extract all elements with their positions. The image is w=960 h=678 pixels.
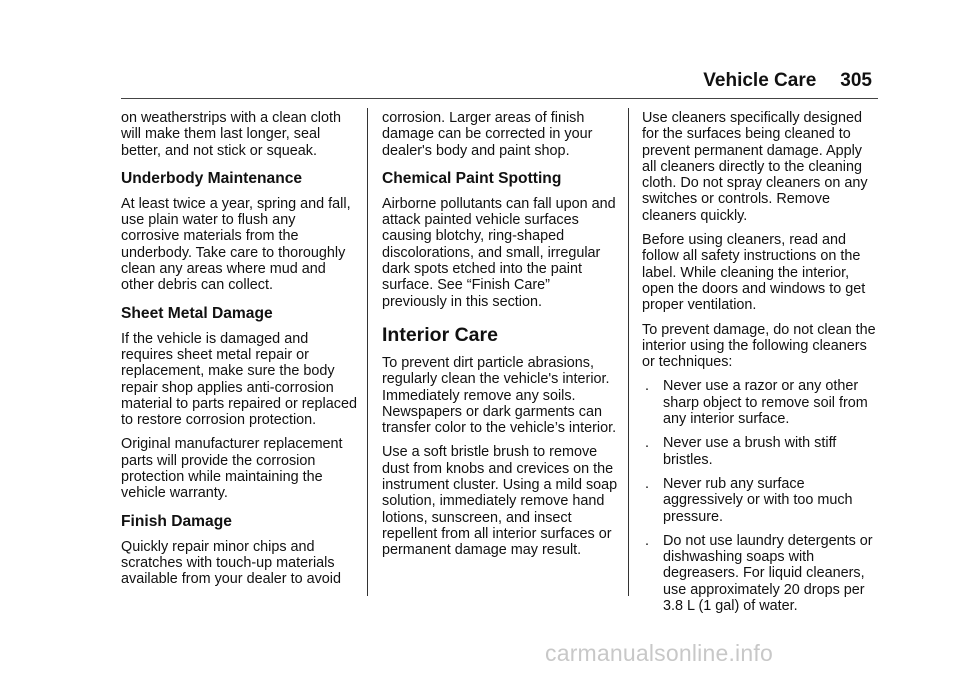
column-1 — [121, 110, 357, 596]
column-divider — [628, 108, 629, 596]
bullet-icon: . — [645, 532, 649, 549]
paragraph-sheet-metal-2: Original manufacturer replacement parts will provide the corrosion protection while maintaining the vehicle warranty. — [121, 436, 343, 502]
list-item-text: Never use a razor or any other sharp object to remove soil from any interior surface. — [663, 378, 868, 428]
bullet-icon: . — [645, 435, 649, 452]
heading-underbody-maintenance: Underbody Maintenance — [121, 169, 303, 187]
column-2 — [382, 110, 618, 567]
paragraph-sheet-metal-1: If the vehicle is damaged and requires sheet metal repair or replacement, make sure the body repair shop applies anti-corrosion material to parts repaired or replaced to restore corrosion protection. — [121, 330, 357, 429]
paragraph-interior-2: Use a soft bristle brush to remove dust from knobs and crevices on the instrument cluster. Using a mild soap solution, immediately remove hand lotions, sunscreen, and insect repellent from all interior surfaces or permanent damage may result. — [382, 444, 618, 559]
watermark: carmanualsonline.info — [545, 640, 773, 666]
heading-finish-damage: Finish Damage — [121, 512, 232, 530]
list-item — [642, 435, 878, 468]
column-3 — [642, 110, 878, 622]
bullet-icon: . — [645, 475, 649, 492]
heading-chemical-paint-spotting: Chemical Paint Spotting — [382, 169, 562, 187]
list-item-text: Do not use laundry detergents or dishwashing soaps with degreasers. For liquid cleaners, use approximately 20 drops per 3.8 L (1 gal) of water. — [663, 532, 873, 615]
paragraph-continuation: corrosion. Larger areas of finish damage can be corrected in your dealer's body and paint shop. — [382, 110, 593, 159]
paragraph-underbody: At least twice a year, spring and fall, use plain water to flush any corrosive materials from the underbody. Take care to thoroughly clean any areas where mud and other debris can collect. — [121, 195, 351, 294]
bullet-list — [642, 378, 878, 614]
section-title: Vehicle Care — [703, 70, 817, 91]
paragraph-interior-1: To prevent dirt particle abrasions, regularly clean the vehicle's interior. Immediately remove any soils. Newspapers or dark garments can transfer color to the vehicle’s interior. — [382, 354, 617, 437]
list-item — [642, 476, 878, 525]
heading-sheet-metal-damage: Sheet Metal Damage — [121, 304, 273, 322]
paragraph-prevent-damage: To prevent damage, do not clean the interior using the following cleaners or techniques: — [642, 321, 876, 371]
paragraph-continuation: on weatherstrips with a clean cloth will make them last longer, seal better, and not stick or squeak. — [121, 110, 341, 159]
list-item-text: Never use a brush with stiff bristles. — [663, 435, 837, 468]
heading-interior-care: Interior Care — [382, 323, 498, 346]
list-item — [642, 533, 878, 614]
bullet-icon: . — [645, 378, 649, 395]
list-item-text: Never rub any surface aggressively or with too much pressure. — [663, 475, 853, 525]
list-item — [642, 378, 878, 427]
paragraph-chemical: Airborne pollutants can fall upon and attack painted vehicle surfaces causing blotchy, ring-shaped discolorations, and small, irregular dark spots etched into the paint surface. See “Finish Care” previously in this section. — [382, 195, 616, 310]
paragraph-safety: Before using cleaners, read and follow all safety instructions on the label. While cleaning the interior, open the doors and windows to get proper ventilation. — [642, 232, 866, 314]
paragraph-finish-damage: Quickly repair minor chips and scratches with touch-up materials available from your dealer to avoid — [121, 538, 341, 588]
header-rule — [121, 98, 878, 99]
page-header — [703, 70, 872, 92]
paragraph-cleaners: Use cleaners specifically designed for the surfaces being cleaned to prevent permanent damage. Apply all cleaners directly to the cleaning cloth. Do not spray cleaners on any switches or controls. Remove cleaners quickly. — [642, 110, 868, 224]
page-number: 305 — [840, 70, 872, 91]
column-divider — [367, 108, 368, 596]
